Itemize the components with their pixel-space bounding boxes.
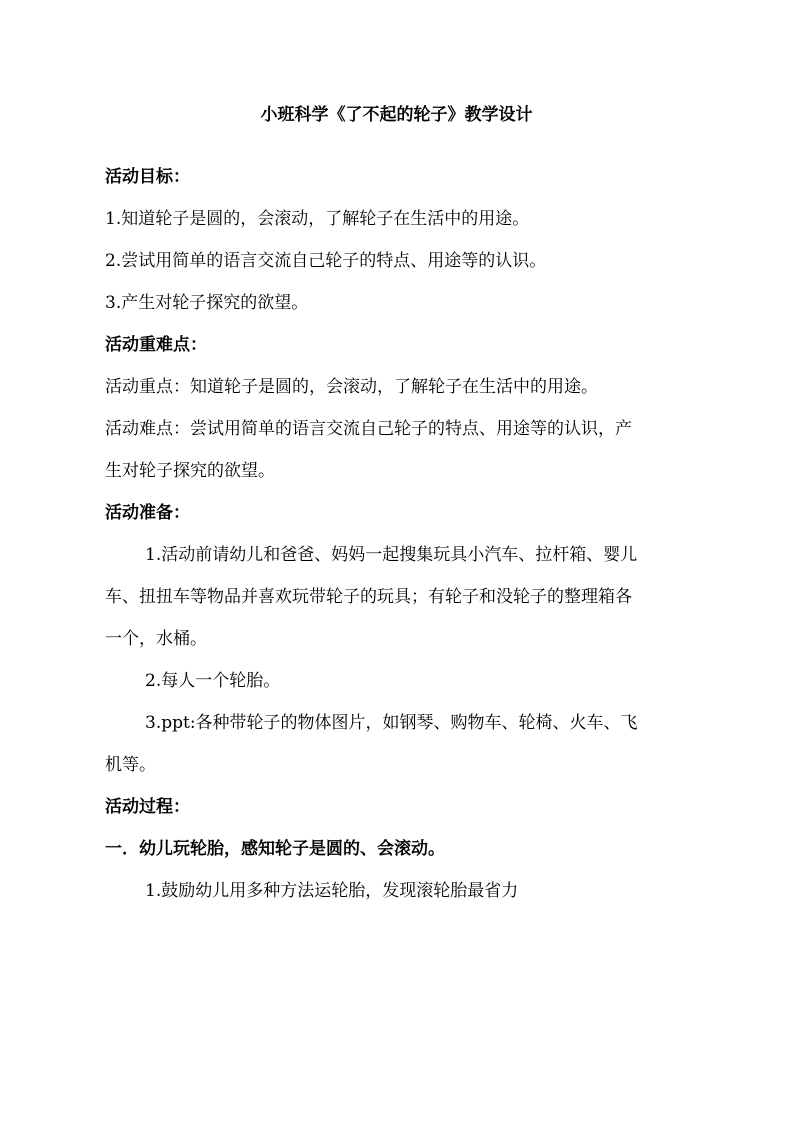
prep-item-3-line-1: 3.ppt:各种带轮子的物体图片，如钢琴、购物车、轮椅、火车、飞 [145, 713, 638, 733]
prep-heading: 活动准备： [105, 503, 190, 523]
process-heading: 活动过程： [105, 797, 190, 817]
goal-item-1: 1.知道轮子是圆的，会滚动，了解轮子在生活中的用途。 [105, 209, 530, 229]
document-title: 小班科学《了不起的轮子》教学设计 [260, 105, 533, 125]
goals-heading: 活动目标： [105, 167, 190, 187]
key-point: 活动重点：知道轮子是圆的，会滚动，了解轮子在生活中的用途。 [105, 377, 598, 397]
goal-item-3: 3.产生对轮子探究的欲望。 [105, 293, 309, 313]
goal-item-2: 2.尝试用简单的语言交流自己轮子的特点、用途等的认识。 [105, 251, 547, 271]
prep-item-1-line-1: 1.活动前请幼儿和爸爸、妈妈一起搜集玩具小汽车、拉杆箱、婴儿 [145, 545, 638, 565]
prep-item-3-line-2: 机等。 [105, 755, 156, 775]
difficult-point-line-2: 生对轮子探究的欲望。 [105, 461, 275, 481]
section-1-item-1: 1.鼓励幼儿用多种方法运轮胎，发现滚轮胎最省力 [145, 881, 519, 901]
prep-item-2: 2.每人一个轮胎。 [145, 671, 281, 691]
prep-item-1-line-3: 一个，水桶。 [105, 629, 207, 649]
difficult-point-line-1: 活动难点：尝试用简单的语言交流自己轮子的特点、用途等的认识，产 [105, 419, 632, 439]
prep-item-1-line-2: 车、扭扭车等物品并喜欢玩带轮子的玩具；有轮子和没轮子的整理箱各 [105, 587, 632, 607]
key-heading: 活动重难点： [105, 335, 207, 355]
section-1-heading: 一．幼儿玩轮胎，感知轮子是圆的、会滚动。 [105, 839, 445, 859]
